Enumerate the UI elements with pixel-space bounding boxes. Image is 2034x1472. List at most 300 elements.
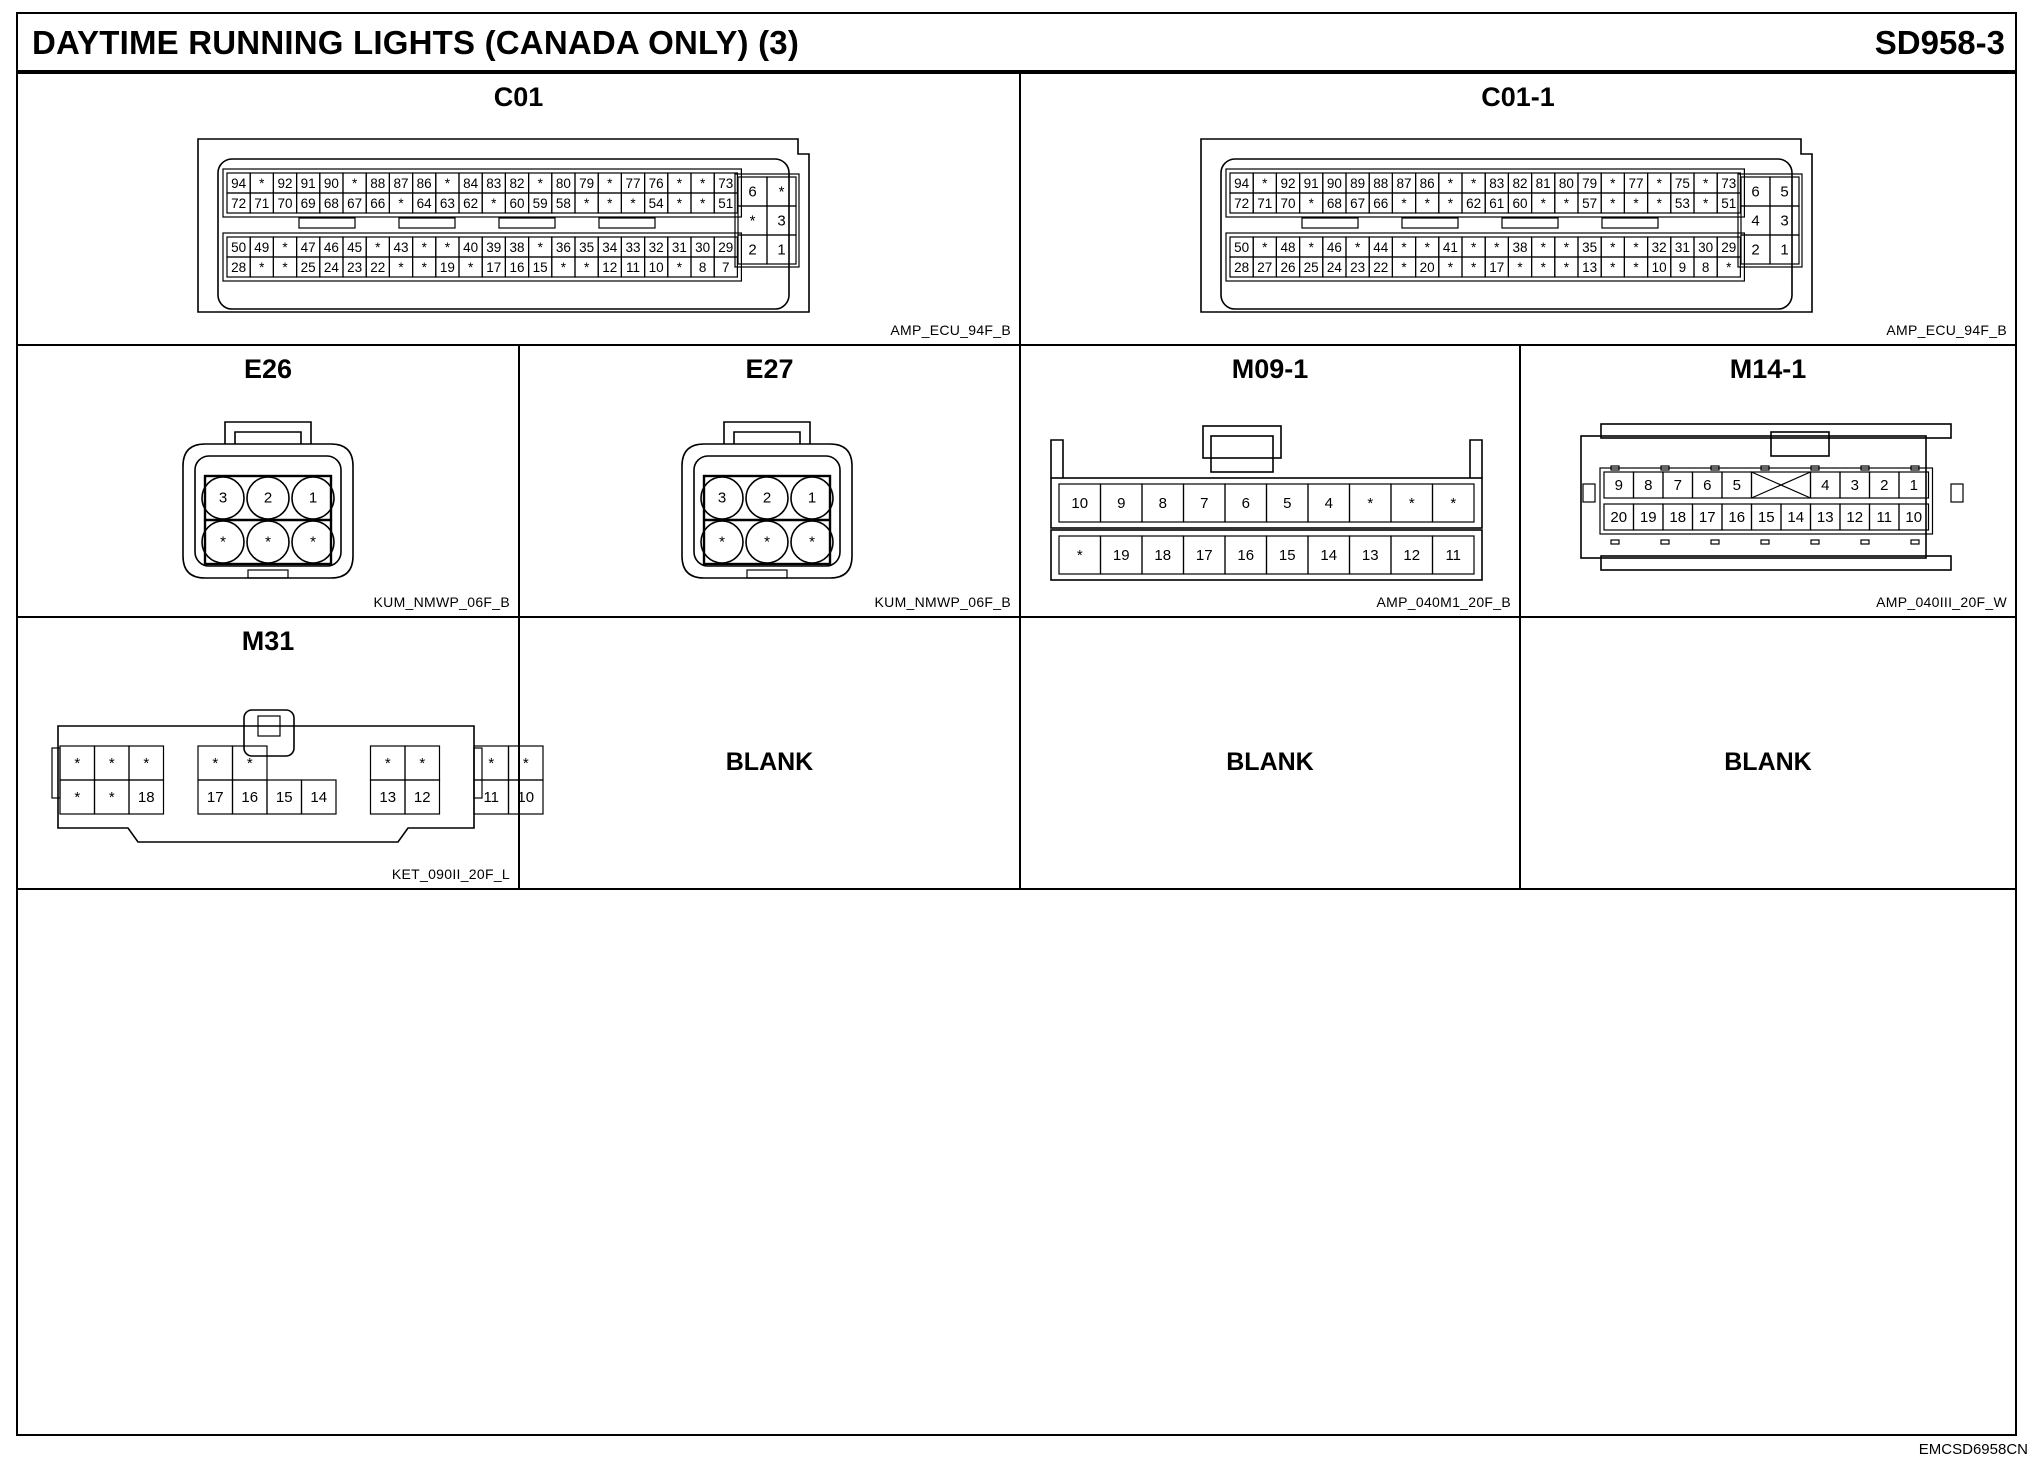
pin-label: 77 — [1628, 176, 1644, 191]
pin-label: 10 — [1651, 260, 1667, 275]
pin-label: * — [1262, 176, 1268, 191]
pin-label: 86 — [1419, 176, 1435, 191]
pin-label: 15 — [1278, 547, 1296, 564]
housing-notch — [1911, 540, 1919, 544]
pin-label: 5 — [1732, 477, 1741, 494]
pin-label: 90 — [1326, 176, 1342, 191]
pin-label: 53 — [1674, 196, 1690, 211]
cell-c01 — [18, 74, 1021, 346]
connector-c01-1-diagram — [1021, 74, 2015, 346]
connector-code: AMP_ECU_94F_B — [1886, 322, 2007, 338]
pin-label: * — [1656, 176, 1662, 191]
footer-code: EMCSD6958CN — [1918, 1441, 2028, 1458]
latch-key — [248, 570, 288, 578]
pin-label: 12 — [1403, 547, 1421, 564]
pin-label: 10 — [1905, 509, 1923, 526]
pin-label: 46 — [323, 240, 339, 255]
latch-key — [1302, 218, 1358, 228]
pin-label: 14 — [310, 789, 328, 806]
pin-label: 5 — [1780, 183, 1789, 201]
connector-code: KUM_NMWP_06F_B — [373, 594, 510, 610]
pin-label: 51 — [1721, 196, 1737, 211]
pin-label: * — [1563, 240, 1570, 255]
pin-label: 8 — [698, 260, 707, 275]
pin-label: 11 — [625, 260, 641, 275]
pin-label: 25 — [300, 260, 316, 275]
pin-label: * — [74, 755, 81, 772]
connector-tab — [474, 748, 482, 798]
connector-tab — [1583, 484, 1595, 502]
pin-label: 19 — [1639, 509, 1657, 526]
pin-label: 19 — [439, 260, 455, 275]
pin-label: 18 — [1669, 509, 1687, 526]
pin-label: 76 — [648, 176, 664, 191]
pin-label: * — [1424, 196, 1430, 211]
pin-label: 23 — [347, 260, 363, 275]
pin-label: 67 — [1350, 196, 1366, 211]
pin-label: 82 — [1512, 176, 1528, 191]
pin-label: 62 — [463, 196, 479, 211]
connector-m14-1-diagram — [1521, 346, 2015, 618]
pin-label: 64 — [416, 196, 432, 211]
pin-label: * — [607, 176, 613, 191]
connector-rail — [1051, 440, 1063, 478]
pin-label: * — [444, 176, 451, 191]
pin-label: 7 — [1200, 495, 1209, 512]
pin-label: * — [74, 789, 81, 806]
pin-label: 94 — [231, 176, 247, 191]
pin-label: 58 — [555, 196, 571, 211]
pin-label: 71 — [1257, 196, 1273, 211]
pin-label: 79 — [579, 176, 595, 191]
pin-label: 80 — [555, 176, 571, 191]
pin-label: 91 — [1303, 176, 1319, 191]
pin-label: 32 — [1651, 240, 1667, 255]
cell-blank-3 — [1521, 618, 2015, 890]
pin-label: 92 — [1280, 176, 1296, 191]
pin-label: 83 — [1489, 176, 1505, 191]
pin-label: * — [1540, 240, 1546, 255]
connector-m31-diagram — [18, 618, 535, 890]
connector-housing — [1201, 139, 1812, 312]
pin-label: 38 — [509, 240, 525, 255]
pin-label: 46 — [1326, 240, 1342, 255]
pin-label: 1 — [807, 489, 817, 507]
pin-label: 80 — [1558, 176, 1574, 191]
pin-label: * — [1354, 240, 1361, 255]
pin-label: 57 — [1582, 196, 1598, 211]
pin-label: 22 — [370, 260, 386, 275]
pin-label: 13 — [379, 789, 397, 806]
connector-lock — [244, 710, 294, 756]
pin-label: * — [676, 196, 683, 211]
pin-label: 28 — [231, 260, 247, 275]
pin-label: 68 — [323, 196, 339, 211]
pin-label: 88 — [1373, 176, 1389, 191]
housing-notch — [1861, 540, 1869, 544]
pin-label: 44 — [1373, 240, 1389, 255]
cell-e26 — [18, 346, 520, 618]
connector-lock — [235, 432, 301, 444]
pin-label: 72 — [231, 196, 247, 211]
pin-label: 16 — [509, 260, 525, 275]
pin-label: 92 — [277, 176, 293, 191]
pin-label: * — [1401, 240, 1407, 255]
pin-label: 70 — [1280, 196, 1296, 211]
pin-label: 23 — [1350, 260, 1366, 275]
cell-c01-1 — [1021, 74, 2015, 346]
pin-label: 31 — [1674, 240, 1690, 255]
pin-label: 84 — [463, 176, 479, 191]
latch-key — [599, 218, 655, 228]
pin-label: * — [676, 176, 683, 191]
pin-label: * — [1702, 176, 1709, 191]
pin-label: * — [259, 260, 265, 275]
pin-label: 11 — [483, 789, 500, 806]
pin-label: 24 — [1326, 260, 1342, 275]
pin-label: 79 — [1582, 176, 1598, 191]
pin-label: 71 — [254, 196, 270, 211]
pin-label: 9 — [1117, 495, 1126, 512]
pin-label: 67 — [347, 196, 363, 211]
pin-label: * — [1076, 547, 1083, 564]
pin-label: 61 — [1489, 196, 1505, 211]
pin-label: 77 — [625, 176, 641, 191]
pin-label: * — [375, 240, 381, 255]
cell-m14-1 — [1521, 346, 2015, 618]
pin-label: * — [719, 533, 725, 551]
pin-label: * — [676, 260, 683, 275]
pin-label: 94 — [1234, 176, 1250, 191]
pin-label: 9 — [1614, 477, 1623, 494]
connector-lock — [1211, 436, 1273, 472]
pin-label: 2 — [748, 241, 757, 259]
pin-label: 59 — [532, 196, 548, 211]
pin-label: 3 — [1780, 212, 1789, 230]
pin-label: 40 — [463, 240, 479, 255]
pin-label: * — [537, 240, 543, 255]
pin-label: 35 — [579, 240, 595, 255]
pin-label: * — [1401, 196, 1407, 211]
pin-label: 17 — [1489, 260, 1505, 275]
pin-label: 1 — [1909, 477, 1918, 494]
pin-label: * — [1540, 260, 1546, 275]
pin-label: 3 — [1850, 477, 1859, 494]
pin-label: * — [143, 755, 150, 772]
pin-label: * — [108, 789, 115, 806]
pin-label: * — [1633, 260, 1639, 275]
pin-label: * — [212, 755, 219, 772]
connector-code: KUM_NMWP_06F_B — [874, 594, 1011, 610]
pin-label: * — [583, 196, 590, 211]
pin-label: * — [1470, 240, 1477, 255]
pin-label: 6 — [1751, 183, 1760, 201]
pin-label: 91 — [300, 176, 316, 191]
connector-label: E27 — [745, 354, 794, 384]
pin-label: 18 — [1154, 547, 1172, 564]
connector-housing — [198, 139, 809, 312]
pin-label: 81 — [1535, 176, 1551, 191]
pin-label: 83 — [486, 176, 502, 191]
pin-label: 8 — [1701, 260, 1710, 275]
pin-label: * — [421, 240, 427, 255]
pin-label: 4 — [1821, 477, 1830, 494]
pin-label: 17 — [1195, 547, 1213, 564]
pin-label: 5 — [1283, 495, 1292, 512]
pin-label: * — [282, 240, 288, 255]
pin-label: * — [1726, 260, 1732, 275]
pin-label: 4 — [1751, 212, 1760, 230]
pin-label: 51 — [718, 196, 734, 211]
pin-label: 72 — [1234, 196, 1250, 211]
pin-label: 18 — [137, 789, 155, 806]
latch-key — [1402, 218, 1458, 228]
pin-label: 20 — [1419, 260, 1435, 275]
housing-notch — [1611, 540, 1619, 544]
pin-label: 75 — [1674, 176, 1690, 191]
pin-label: 10 — [517, 789, 535, 806]
pin-label: 3 — [218, 489, 228, 507]
pin-label: * — [1408, 495, 1415, 512]
pin-label: 66 — [370, 196, 386, 211]
connector-code: AMP_ECU_94F_B — [890, 322, 1011, 338]
connector-label: C01-1 — [1481, 82, 1555, 112]
pin-label: * — [421, 260, 427, 275]
pin-label: * — [1610, 196, 1616, 211]
pin-label: * — [1470, 176, 1477, 191]
connector-m09-1-diagram — [1021, 346, 1521, 618]
pin-label: * — [1367, 495, 1374, 512]
pin-label: * — [1633, 240, 1639, 255]
pin-label: 87 — [393, 176, 409, 191]
pin-label: 6 — [1703, 477, 1712, 494]
pin-label: 60 — [509, 196, 525, 211]
pin-label: 88 — [370, 176, 386, 191]
pin-label: 6 — [748, 183, 757, 201]
pin-label: * — [630, 196, 636, 211]
pin-label: 32 — [648, 240, 664, 255]
connector-code: AMP_040M1_20F_B — [1376, 594, 1511, 610]
pin-label: 1 — [308, 489, 318, 507]
pin-label: * — [560, 260, 567, 275]
pin-label: 12 — [1846, 509, 1864, 526]
pin-label: * — [1450, 495, 1457, 512]
pin-label: 7 — [722, 260, 730, 275]
pin-label: 22 — [1373, 260, 1389, 275]
diagram-sheet — [16, 12, 2017, 1436]
pin-label: * — [220, 533, 226, 551]
pin-label: * — [1494, 240, 1500, 255]
latch-key — [299, 218, 355, 228]
pin-label: 9 — [1678, 260, 1687, 275]
pin-label: 43 — [393, 240, 409, 255]
pin-label: 34 — [602, 240, 618, 255]
pin-label: * — [1470, 260, 1477, 275]
latch-key — [1602, 218, 1658, 228]
latch-key — [747, 570, 787, 578]
pin-label: 13 — [1816, 509, 1834, 526]
pin-label: * — [398, 260, 404, 275]
housing-notch — [1661, 540, 1669, 544]
pin-label: 16 — [1237, 547, 1255, 564]
connector-label: M09-1 — [1231, 354, 1309, 384]
connector-code: AMP_040III_20F_W — [1876, 594, 2007, 610]
pin-label: 73 — [718, 176, 734, 191]
pin-label: 90 — [323, 176, 339, 191]
page-code: SD958-3 — [1874, 24, 2005, 61]
blank-label: BLANK — [1226, 747, 1314, 776]
pin-label: 30 — [695, 240, 711, 255]
connector-code: KET_090II_20F_L — [391, 866, 510, 882]
pin-label: 1 — [777, 241, 786, 259]
pin-label: * — [398, 196, 404, 211]
connector-e26-diagram — [18, 346, 520, 618]
pin-label: 35 — [1582, 240, 1598, 255]
pin-label: 14 — [1787, 509, 1805, 526]
pin-label: 11 — [1876, 509, 1893, 526]
pin-label: * — [764, 533, 770, 551]
pin-label: 89 — [1350, 176, 1366, 191]
pin-label: 15 — [1757, 509, 1775, 526]
pin-label: 8 — [1158, 495, 1167, 512]
pin-label: 73 — [1721, 176, 1737, 191]
pin-label: 10 — [1071, 495, 1089, 512]
pin-label: 16 — [1728, 509, 1746, 526]
pin-label: 41 — [1442, 240, 1458, 255]
pin-label: 49 — [254, 240, 270, 255]
pin-label: 82 — [509, 176, 525, 191]
pin-label: * — [1610, 260, 1616, 275]
pin-label: 2 — [762, 489, 772, 507]
latch-key — [499, 218, 555, 228]
pin-label: 1 — [1780, 241, 1789, 259]
pin-label: 86 — [416, 176, 432, 191]
pin-label: * — [419, 755, 426, 772]
connector-rail — [1470, 440, 1482, 478]
pin-label: 13 — [1361, 547, 1379, 564]
pin-label: 38 — [1512, 240, 1528, 255]
pin-label: * — [491, 196, 497, 211]
housing-notch — [1711, 540, 1719, 544]
pin-label: 20 — [1610, 509, 1628, 526]
pin-label: 54 — [648, 196, 664, 211]
pin-label: 45 — [347, 240, 363, 255]
pin-label: * — [246, 755, 253, 772]
pin-label: 17 — [206, 789, 224, 806]
pin-label: 50 — [231, 240, 247, 255]
pin-label: 69 — [300, 196, 316, 211]
pin-label: 4 — [1324, 495, 1333, 512]
pin-label: 50 — [1234, 240, 1250, 255]
connector-label: M31 — [241, 626, 295, 656]
connector-lock — [724, 422, 810, 444]
pin-label: * — [1308, 240, 1314, 255]
pin-label: * — [1447, 196, 1454, 211]
connector-lock — [1203, 426, 1281, 458]
pin-label: 6 — [1241, 495, 1250, 512]
pin-label: 36 — [555, 240, 571, 255]
pin-label: 2 — [1751, 241, 1760, 259]
pin-label: 68 — [1326, 196, 1342, 211]
connector-lock — [225, 422, 311, 444]
pin-label: 25 — [1303, 260, 1319, 275]
page-title: DAYTIME RUNNING LIGHTS (CANADA ONLY) (3) — [32, 24, 800, 61]
pin-label: * — [384, 755, 391, 772]
pin-label: 39 — [486, 240, 502, 255]
pin-label: * — [444, 240, 451, 255]
pin-label: * — [699, 196, 706, 211]
pin-label: * — [1262, 240, 1268, 255]
pin-label: * — [537, 176, 543, 191]
pin-label: * — [1401, 260, 1407, 275]
pin-label: 7 — [1673, 477, 1682, 494]
pin-label: 28 — [1234, 260, 1250, 275]
connector-label: M14-1 — [1729, 354, 1807, 384]
pin-label: * — [1610, 240, 1616, 255]
pin-label: * — [108, 755, 115, 772]
pin-label: 66 — [1373, 196, 1389, 211]
pin-label: 24 — [323, 260, 339, 275]
pin-label: * — [1610, 176, 1616, 191]
pin-label: * — [1702, 196, 1709, 211]
pin-label: 27 — [1257, 260, 1273, 275]
title-bar — [18, 14, 2015, 74]
pin-label: * — [1447, 260, 1454, 275]
pin-label: 2 — [1880, 477, 1889, 494]
pin-label: * — [259, 176, 265, 191]
latch-key — [399, 218, 455, 228]
pin-label: 19 — [1112, 547, 1130, 564]
pin-label: 14 — [1320, 547, 1338, 564]
connector-housing — [58, 726, 474, 842]
pin-label: 12 — [413, 789, 431, 806]
blank-label: BLANK — [725, 747, 814, 776]
pin-label: * — [778, 183, 785, 201]
pin-label: 26 — [1280, 260, 1296, 275]
pin-label: * — [749, 212, 756, 230]
connector-lock — [734, 432, 800, 444]
pin-label: 3 — [777, 212, 786, 230]
pin-label: 30 — [1698, 240, 1714, 255]
connector-label: C01 — [493, 82, 544, 112]
pin-label: 8 — [1644, 477, 1653, 494]
pin-label: 70 — [277, 196, 293, 211]
connector-c01-diagram — [18, 74, 1021, 346]
pin-label: * — [1447, 176, 1454, 191]
cell-blank-2 — [1021, 618, 1521, 890]
pin-label: 17 — [1698, 509, 1716, 526]
cell-m31 — [18, 618, 535, 890]
pin-label: 3 — [717, 489, 727, 507]
pin-label: * — [607, 196, 613, 211]
pin-label: 33 — [625, 240, 641, 255]
pin-label: * — [467, 260, 474, 275]
connector-e27-diagram — [520, 346, 1021, 618]
pin-label: 60 — [1512, 196, 1528, 211]
pin-label: * — [583, 260, 590, 275]
pin-label: 63 — [439, 196, 455, 211]
cell-blank-1 — [520, 618, 1021, 890]
cell-m09-1 — [1021, 346, 1521, 618]
pin-label: * — [699, 176, 706, 191]
pin-label: * — [310, 533, 316, 551]
pin-label: * — [265, 533, 271, 551]
pin-label: 10 — [648, 260, 664, 275]
pin-label: 31 — [671, 240, 687, 255]
pin-label: 16 — [241, 789, 259, 806]
pin-label: * — [522, 755, 529, 772]
pin-label: 11 — [1445, 547, 1462, 564]
